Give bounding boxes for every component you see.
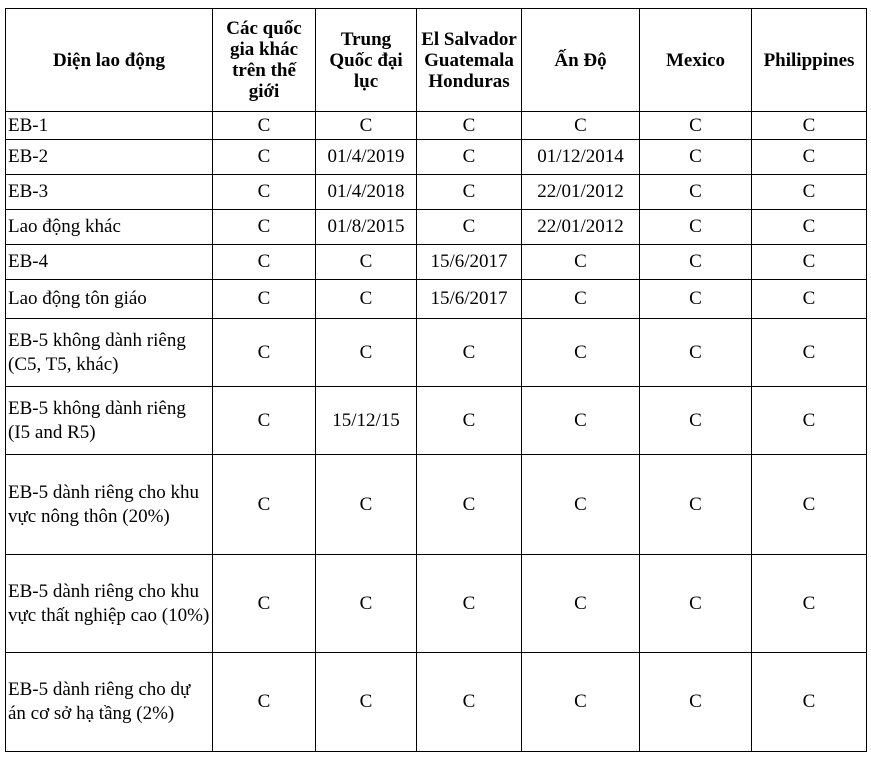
cell-philippines: C — [752, 175, 867, 210]
cell-mexico: C — [640, 455, 752, 555]
cell-philippines: C — [752, 140, 867, 175]
cell-philippines: C — [752, 653, 867, 752]
header-mexico: Mexico — [640, 9, 752, 112]
cell-china: C — [316, 319, 417, 387]
table-row — [6, 319, 867, 387]
cell-world: C — [213, 280, 316, 319]
cell-philippines: C — [752, 319, 867, 387]
cell-central-america: C — [417, 319, 522, 387]
cell-china: C — [316, 112, 417, 140]
row-category: Lao động tôn giáo — [6, 280, 213, 319]
cell-india: C — [522, 112, 640, 140]
cell-world: C — [213, 175, 316, 210]
cell-central-america: C — [417, 387, 522, 455]
cell-china: 15/12/15 — [316, 387, 417, 455]
cell-central-america: C — [417, 555, 522, 653]
table-row — [6, 112, 867, 140]
cell-china: C — [316, 653, 417, 752]
table-row — [6, 387, 867, 455]
cell-mexico: C — [640, 112, 752, 140]
cell-philippines: C — [752, 245, 867, 280]
visa-bulletin-table — [5, 8, 867, 752]
row-category: EB-4 — [6, 245, 213, 280]
cell-china: C — [316, 245, 417, 280]
cell-philippines: C — [752, 387, 867, 455]
table-row — [6, 555, 867, 653]
header-philippines: Philippines — [752, 9, 867, 112]
cell-india: C — [522, 455, 640, 555]
header-world: Các quốc gia khác trên thế giới — [213, 9, 316, 112]
row-category: Lao động khác — [6, 210, 213, 245]
cell-china: C — [316, 280, 417, 319]
cell-india: C — [522, 653, 640, 752]
cell-world: C — [213, 387, 316, 455]
cell-central-america: C — [417, 175, 522, 210]
cell-mexico: C — [640, 280, 752, 319]
cell-india: C — [522, 319, 640, 387]
table-row — [6, 280, 867, 319]
header-category: Diện lao động — [6, 9, 213, 112]
cell-mexico: C — [640, 210, 752, 245]
cell-central-america: 15/6/2017 — [417, 280, 522, 319]
cell-central-america: C — [417, 455, 522, 555]
header-china: Trung Quốc đại lục — [316, 9, 417, 112]
row-category: EB-1 — [6, 112, 213, 140]
cell-mexico: C — [640, 387, 752, 455]
cell-central-america: C — [417, 112, 522, 140]
header-honduras: Honduras — [428, 70, 510, 92]
cell-mexico: C — [640, 175, 752, 210]
cell-central-america: C — [417, 653, 522, 752]
cell-philippines: C — [752, 455, 867, 555]
row-category: EB-3 — [6, 175, 213, 210]
cell-india: C — [522, 245, 640, 280]
table-row — [6, 210, 867, 245]
table-row — [6, 245, 867, 280]
table-row — [6, 175, 867, 210]
cell-mexico: C — [640, 245, 752, 280]
cell-central-america: C — [417, 140, 522, 175]
row-category: EB-5 không dành riêng (C5, T5, khác) — [6, 319, 213, 387]
cell-world: C — [213, 140, 316, 175]
table-row — [6, 140, 867, 175]
cell-india: C — [522, 280, 640, 319]
header-row — [6, 9, 867, 112]
cell-india: 22/01/2012 — [522, 210, 640, 245]
cell-central-america: C — [417, 210, 522, 245]
cell-mexico: C — [640, 140, 752, 175]
cell-mexico: C — [640, 319, 752, 387]
cell-philippines: C — [752, 280, 867, 319]
cell-world: C — [213, 245, 316, 280]
row-category: EB-5 dành riêng cho khu vực thất nghiệp cao (10%) — [6, 555, 213, 653]
header-guatemala: Guatemala — [424, 49, 514, 71]
cell-mexico: C — [640, 555, 752, 653]
cell-philippines: C — [752, 112, 867, 140]
table-row — [6, 653, 867, 752]
row-category: EB-5 dành riêng cho khu vực nông thôn (20%) — [6, 455, 213, 555]
cell-india: C — [522, 387, 640, 455]
cell-world: C — [213, 210, 316, 245]
cell-china: 01/8/2015 — [316, 210, 417, 245]
cell-china: 01/4/2019 — [316, 140, 417, 175]
cell-world: C — [213, 455, 316, 555]
row-category: EB-2 — [6, 140, 213, 175]
cell-world: C — [213, 653, 316, 752]
row-category: EB-5 không dành riêng (I5 and R5) — [6, 387, 213, 455]
cell-world: C — [213, 555, 316, 653]
header-el-salvador: El Salvador — [421, 28, 517, 50]
cell-india: 22/01/2012 — [522, 175, 640, 210]
header-central-america — [417, 9, 522, 112]
cell-central-america: 15/6/2017 — [417, 245, 522, 280]
cell-india: C — [522, 555, 640, 653]
cell-world: C — [213, 319, 316, 387]
cell-china: C — [316, 455, 417, 555]
row-category: EB-5 dành riêng cho dự án cơ sở hạ tầng (2%) — [6, 653, 213, 752]
cell-philippines: C — [752, 555, 867, 653]
cell-philippines: C — [752, 210, 867, 245]
cell-china: C — [316, 555, 417, 653]
header-india: Ấn Độ — [522, 9, 640, 112]
cell-mexico: C — [640, 653, 752, 752]
cell-china: 01/4/2018 — [316, 175, 417, 210]
table-row — [6, 455, 867, 555]
cell-india: 01/12/2014 — [522, 140, 640, 175]
cell-world: C — [213, 112, 316, 140]
